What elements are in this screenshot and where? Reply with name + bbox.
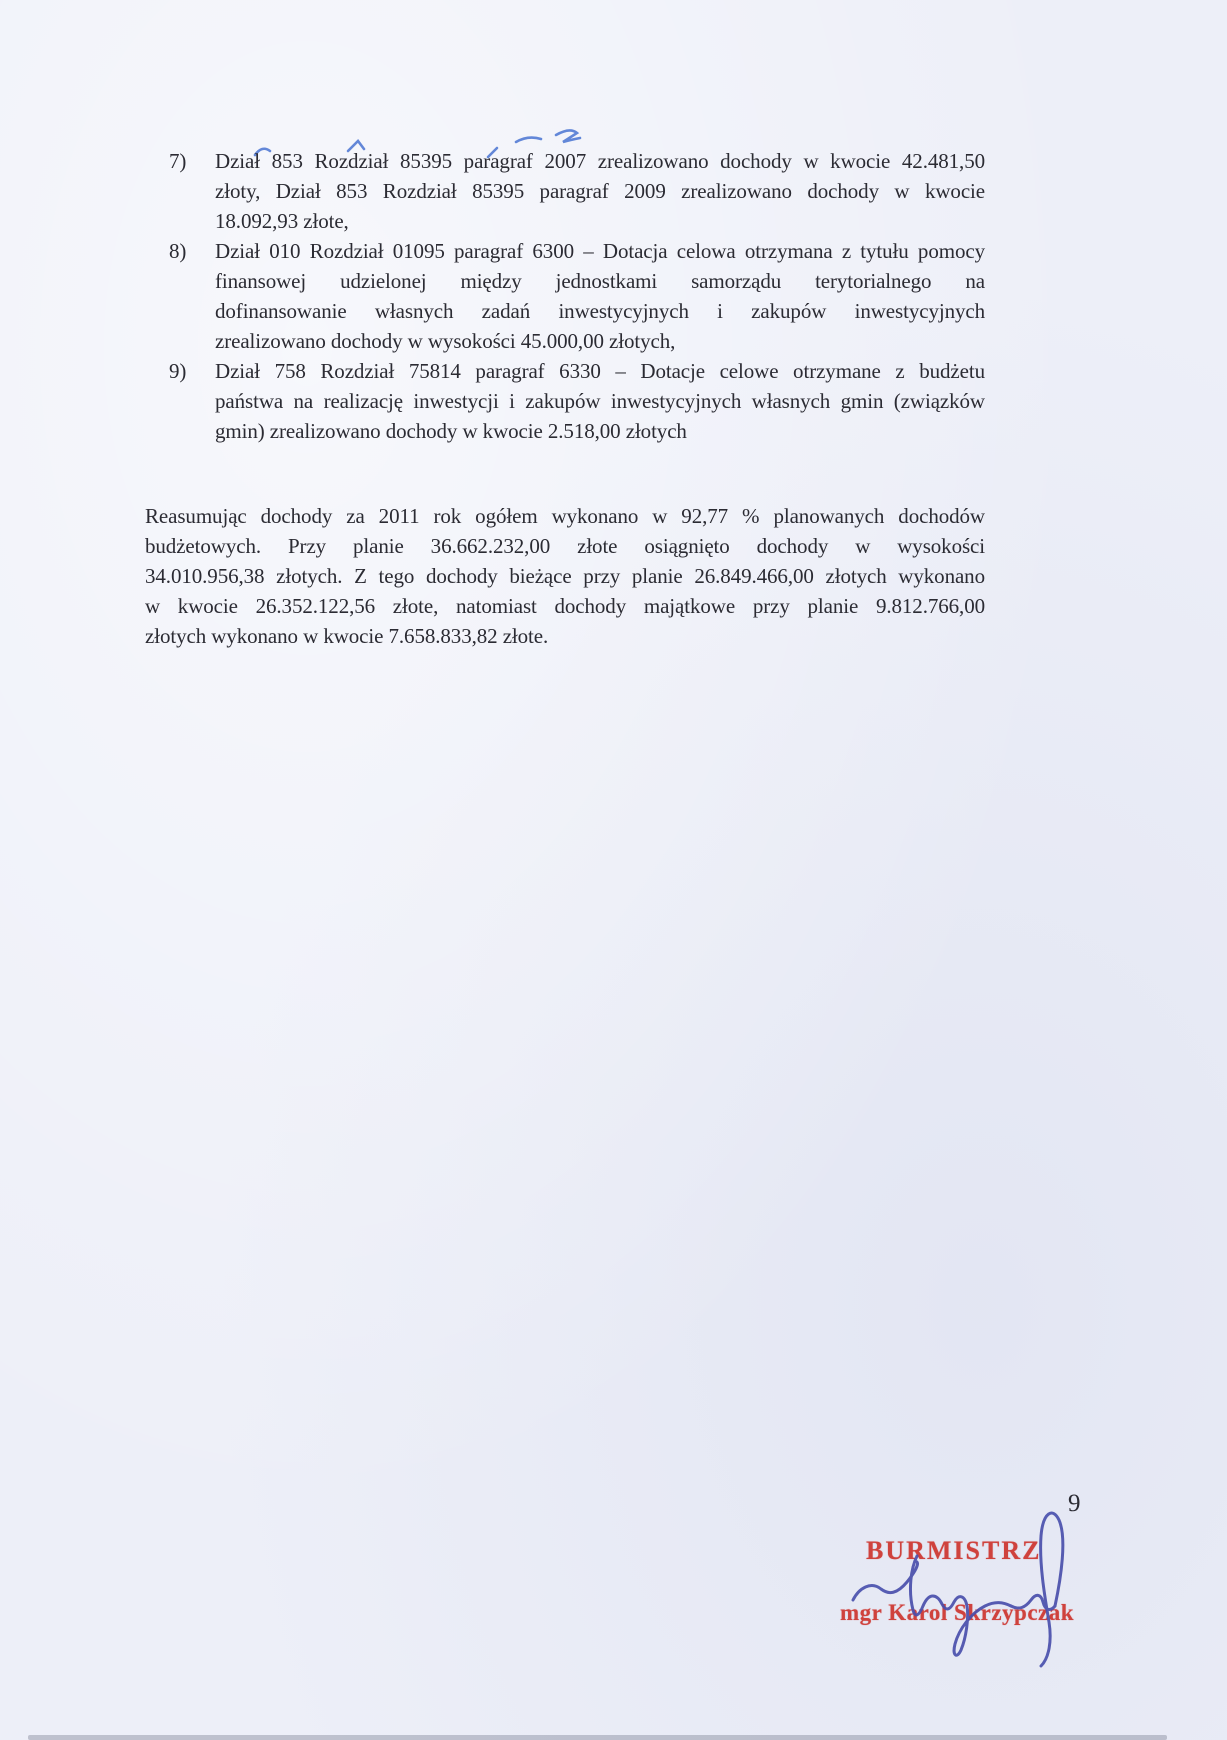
page-number: 9 [1068, 1490, 1081, 1517]
text-line: finansowej udzielonej między jednostkami samorządu terytorialnego na [215, 269, 985, 293]
numbered-list [145, 146, 985, 446]
text-line: złoty, Dział 853 Rozdział 85395 paragraf 2009 zrealizowano dochody w kwocie [215, 179, 985, 203]
list-item [145, 236, 985, 356]
text-line: Dział 010 Rozdział 01095 paragraf 6300 – Dotacja celowa otrzymana z tytułu pomocy [215, 239, 985, 263]
text-line: budżetowych. Przy planie 36.662.232,00 złote osiągnięto dochody w wysokości [145, 534, 985, 558]
text-line: Reasumując dochody za 2011 rok ogółem wykonano w 92,77 % planowanych dochodów [145, 504, 985, 528]
summary-paragraph [145, 501, 985, 651]
list-item [145, 146, 985, 236]
document-body [145, 146, 985, 651]
text-line: w kwocie 26.352.122,56 złote, natomiast dochody majątkowe przy planie 9.812.766,00 [145, 594, 985, 618]
list-item-number: 9) [169, 359, 187, 383]
list-item-number: 8) [169, 239, 187, 263]
text-line: gmin) zrealizowano dochody w kwocie 2.518,00 złotych [215, 419, 687, 443]
text-line: złotych wykonano w kwocie 7.658.833,82 złote. [145, 624, 549, 648]
text-line: Dział 853 Rozdział 85395 paragraf 2007 zrealizowano dochody w kwocie 42.481,50 [215, 149, 985, 173]
list-item-number: 7) [169, 149, 187, 173]
text-line: Dział 758 Rozdział 75814 paragraf 6330 – Dotacje celowe otrzymane z budżetu [215, 359, 985, 383]
scan-edge-artifact [28, 1735, 1167, 1740]
burmistrz-stamp-title: BURMISTRZ [866, 1536, 1042, 1565]
text-line: państwa na realizację inwestycji i zakupów inwestycyjnych własnych gmin (związków [215, 389, 985, 413]
burmistrz-stamp-name: mgr Karol Skrzypczak [840, 1600, 1075, 1625]
text-line: 34.010.956,38 złotych. Z tego dochody bieżące przy planie 26.849.466,00 złotych wykonano [145, 564, 985, 588]
text-line: dofinansowanie własnych zadań inwestycyjnych i zakupów inwestycyjnych [215, 299, 985, 323]
list-item [145, 356, 985, 446]
handwritten-signature [845, 1498, 1085, 1673]
text-line: 18.092,93 złote, [215, 209, 349, 233]
text-line: zrealizowano dochody w wysokości 45.000,00 złotych, [215, 329, 676, 353]
